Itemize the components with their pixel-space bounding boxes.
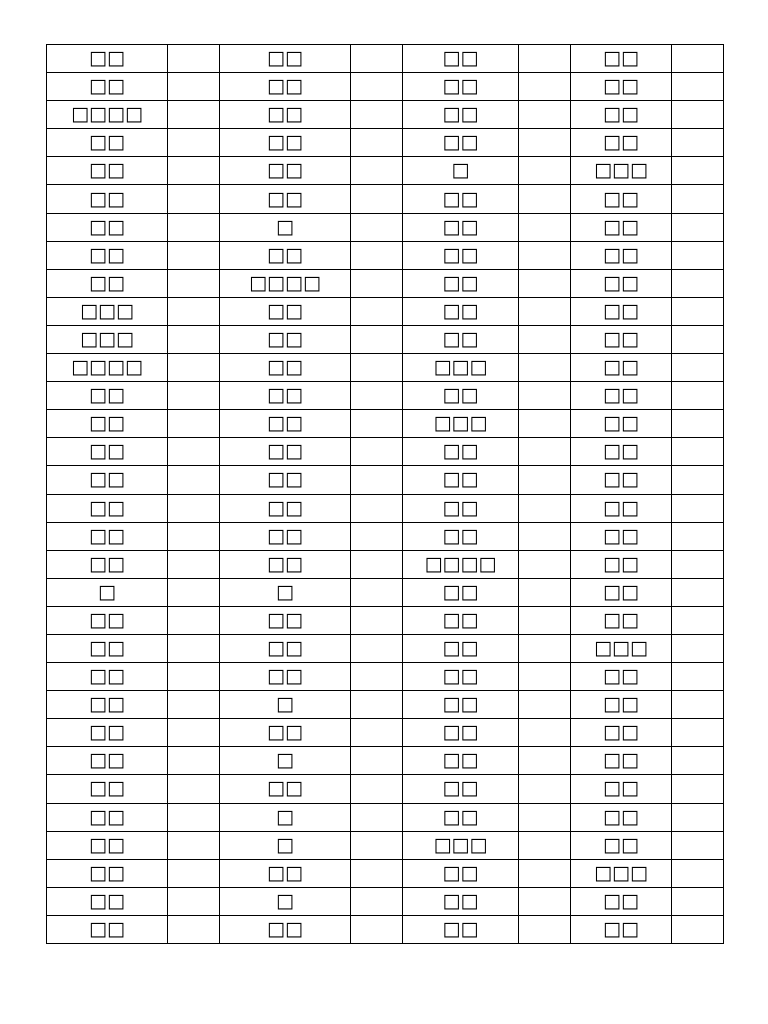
table-cell-empty: [351, 269, 403, 297]
table-cell-text: □□□: [47, 325, 168, 353]
table-cell-text: □□: [403, 466, 519, 494]
table-row: [47, 550, 724, 578]
table-cell-empty: [351, 354, 403, 382]
table-cell-empty: [672, 578, 724, 606]
table-cell-empty: [672, 775, 724, 803]
table-cell-empty: [519, 747, 571, 775]
table-cell-text: □□: [47, 859, 168, 887]
table-cell-text: □□: [47, 803, 168, 831]
table-cell-empty: [672, 354, 724, 382]
table-cell-empty: [168, 466, 220, 494]
table-cell-text: □□: [571, 101, 672, 129]
table-cell-empty: [672, 606, 724, 634]
table-cell-text: □: [220, 747, 351, 775]
table-cell-text: □: [220, 803, 351, 831]
table-cell-empty: [351, 831, 403, 859]
table-cell-empty: [672, 719, 724, 747]
table-cell-empty: [351, 691, 403, 719]
table-cell-text: □: [47, 578, 168, 606]
table-cell-text: □□: [403, 634, 519, 662]
table-row: [47, 213, 724, 241]
table-cell-text: □□: [571, 382, 672, 410]
table-cell-text: □□: [47, 241, 168, 269]
table-cell-text: □□: [47, 45, 168, 73]
table-cell-empty: [519, 438, 571, 466]
table-cell-text: □□: [571, 297, 672, 325]
table-cell-empty: [351, 297, 403, 325]
table-cell-empty: [519, 775, 571, 803]
table-cell-text: □□: [47, 663, 168, 691]
table-cell-empty: [519, 859, 571, 887]
table-cell-empty: [351, 185, 403, 213]
table-cell-empty: [519, 466, 571, 494]
table-row: [47, 269, 724, 297]
table-cell-text: □□: [47, 775, 168, 803]
table-cell-text: □□: [47, 466, 168, 494]
table-cell-empty: [351, 494, 403, 522]
table-cell-empty: [519, 269, 571, 297]
document-table: [46, 44, 724, 944]
table-cell-text: □□: [47, 831, 168, 859]
table-cell-empty: [672, 831, 724, 859]
table-cell-empty: [672, 269, 724, 297]
table-cell-text: □□: [403, 691, 519, 719]
table-cell-empty: [672, 747, 724, 775]
table-cell-empty: [168, 578, 220, 606]
table-cell-text: □□: [403, 297, 519, 325]
table-cell-text: □□: [220, 915, 351, 943]
table-cell-text: □□: [571, 663, 672, 691]
table-cell-empty: [351, 438, 403, 466]
table-cell-empty: [672, 859, 724, 887]
table-cell-text: □□: [47, 691, 168, 719]
table-cell-text: □□: [571, 775, 672, 803]
table-cell-empty: [168, 438, 220, 466]
table-cell-empty: [672, 522, 724, 550]
table-cell-empty: [168, 775, 220, 803]
table-cell-text: □□: [403, 522, 519, 550]
table-cell-empty: [519, 578, 571, 606]
table-cell-text: □□: [403, 803, 519, 831]
table-cell-text: □□: [220, 859, 351, 887]
table-row: [47, 522, 724, 550]
table-cell-text: □□: [571, 803, 672, 831]
table-cell-empty: [519, 73, 571, 101]
table-cell-empty: [519, 410, 571, 438]
table-cell-text: □□: [220, 438, 351, 466]
table-row: [47, 382, 724, 410]
table-cell-empty: [519, 325, 571, 353]
table-cell-empty: [519, 915, 571, 943]
table-cell-empty: [519, 494, 571, 522]
table-cell-empty: [351, 859, 403, 887]
table-cell-empty: [519, 663, 571, 691]
table-cell-text: □□: [47, 719, 168, 747]
table-cell-empty: [168, 663, 220, 691]
table-cell-empty: [672, 241, 724, 269]
table-cell-text: □: [220, 691, 351, 719]
table-row: [47, 101, 724, 129]
table-cell-empty: [351, 803, 403, 831]
table-cell-text: □□: [571, 354, 672, 382]
table-cell-text: □□: [571, 691, 672, 719]
table-cell-empty: [168, 157, 220, 185]
table-cell-text: □□: [571, 438, 672, 466]
table-cell-text: □□: [220, 354, 351, 382]
table-row: [47, 157, 724, 185]
table-cell-text: □: [220, 578, 351, 606]
table-cell-empty: [672, 663, 724, 691]
table-row: [47, 494, 724, 522]
table-cell-text: □□□□: [403, 550, 519, 578]
table-cell-text: □□: [571, 719, 672, 747]
table-row: [47, 241, 724, 269]
table-cell-text: □□: [47, 606, 168, 634]
table-cell-text: □□: [403, 915, 519, 943]
table-cell-text: □□: [571, 325, 672, 353]
table-cell-empty: [519, 101, 571, 129]
table-cell-empty: [168, 831, 220, 859]
table-cell-text: □□: [571, 73, 672, 101]
table-cell-text: □□: [220, 606, 351, 634]
table-cell-text: □□: [571, 213, 672, 241]
table-cell-text: □□□: [403, 831, 519, 859]
table-row: [47, 915, 724, 943]
table-cell-empty: [672, 887, 724, 915]
table-cell-empty: [351, 747, 403, 775]
table-cell-text: □□: [220, 185, 351, 213]
table-cell-text: □□: [403, 494, 519, 522]
table-cell-text: □□: [403, 747, 519, 775]
table-cell-text: □□: [571, 550, 672, 578]
table-cell-empty: [672, 382, 724, 410]
table-cell-text: □□: [47, 438, 168, 466]
table-cell-empty: [672, 691, 724, 719]
table-row: [47, 578, 724, 606]
table-cell-empty: [168, 297, 220, 325]
table-cell-empty: [351, 915, 403, 943]
table-cell-text: □□: [403, 73, 519, 101]
table-cell-text: □□: [403, 45, 519, 73]
table-cell-text: □□: [403, 578, 519, 606]
table-cell-empty: [351, 410, 403, 438]
table-cell-empty: [672, 297, 724, 325]
table-cell-text: □□: [403, 663, 519, 691]
table-row: [47, 887, 724, 915]
table-cell-empty: [519, 213, 571, 241]
table-cell-empty: [351, 522, 403, 550]
table-cell-empty: [168, 550, 220, 578]
table-cell-empty: [672, 213, 724, 241]
table-cell-text: □□: [220, 241, 351, 269]
table-cell-text: □□: [220, 325, 351, 353]
table-cell-empty: [168, 101, 220, 129]
table-cell-empty: [672, 185, 724, 213]
table-row: [47, 719, 724, 747]
table-row: [47, 325, 724, 353]
table-cell-text: □: [220, 831, 351, 859]
table-cell-empty: [672, 915, 724, 943]
table-cell-empty: [672, 494, 724, 522]
table-cell-empty: [351, 241, 403, 269]
table-cell-empty: [168, 325, 220, 353]
table-cell-empty: [351, 213, 403, 241]
table-cell-empty: [351, 382, 403, 410]
table-cell-text: □□: [403, 859, 519, 887]
table-cell-empty: [519, 45, 571, 73]
table-cell-empty: [168, 859, 220, 887]
table-cell-text: □□: [220, 550, 351, 578]
table-cell-empty: [168, 382, 220, 410]
table-cell-text: □□: [403, 887, 519, 915]
table-cell-empty: [168, 887, 220, 915]
table-cell-empty: [168, 691, 220, 719]
table-cell-empty: [519, 719, 571, 747]
table-body: [47, 45, 724, 944]
table-cell-text: □□: [47, 157, 168, 185]
table-cell-empty: [168, 73, 220, 101]
table-cell-text: □□: [220, 663, 351, 691]
table-cell-empty: [351, 101, 403, 129]
table-cell-text: □□□□: [220, 269, 351, 297]
table-cell-empty: [351, 129, 403, 157]
table-cell-text: □□: [220, 410, 351, 438]
table-cell-empty: [519, 634, 571, 662]
table-cell-text: □□: [47, 887, 168, 915]
table-cell-empty: [519, 241, 571, 269]
table-cell-text: □□: [220, 73, 351, 101]
table-cell-empty: [168, 213, 220, 241]
table-cell-text: □□: [220, 101, 351, 129]
table-cell-text: □: [220, 213, 351, 241]
table-cell-empty: [351, 719, 403, 747]
table-cell-empty: [168, 747, 220, 775]
table-cell-text: □□: [47, 382, 168, 410]
table-cell-empty: [168, 915, 220, 943]
table-cell-empty: [672, 410, 724, 438]
table-cell-text: □□: [220, 522, 351, 550]
table-cell-empty: [672, 45, 724, 73]
table-cell-text: □□□: [571, 859, 672, 887]
table-cell-text: □□□□: [47, 354, 168, 382]
table-cell-text: □□: [220, 466, 351, 494]
table-cell-empty: [672, 550, 724, 578]
table-cell-text: □□: [47, 185, 168, 213]
table-cell-empty: [168, 185, 220, 213]
table-cell-text: □□: [403, 129, 519, 157]
table-cell-text: □□: [571, 466, 672, 494]
table-cell-empty: [519, 831, 571, 859]
table-cell-empty: [168, 354, 220, 382]
table-cell-empty: [168, 241, 220, 269]
table-cell-text: □□: [403, 185, 519, 213]
table-cell-text: □□: [220, 382, 351, 410]
table-row: [47, 45, 724, 73]
table-cell-empty: [672, 73, 724, 101]
table-cell-empty: [519, 354, 571, 382]
table-cell-text: □□: [403, 382, 519, 410]
table-cell-text: □□: [403, 269, 519, 297]
table-cell-empty: [351, 157, 403, 185]
table-cell-empty: [168, 129, 220, 157]
table-row: [47, 297, 724, 325]
table-row: [47, 466, 724, 494]
table-cell-text: □□: [571, 185, 672, 213]
table-cell-text: □□: [47, 213, 168, 241]
table-cell-empty: [672, 803, 724, 831]
table-cell-empty: [672, 325, 724, 353]
table-cell-text: □□: [220, 634, 351, 662]
table-cell-empty: [351, 73, 403, 101]
table-cell-empty: [519, 887, 571, 915]
table-cell-empty: [519, 550, 571, 578]
table-row: [47, 831, 724, 859]
table-cell-empty: [519, 297, 571, 325]
table-cell-empty: [672, 101, 724, 129]
table-cell-empty: [351, 634, 403, 662]
table-row: [47, 73, 724, 101]
table-cell-text: □□: [47, 550, 168, 578]
table-cell-text: □□: [47, 269, 168, 297]
table-cell-text: □□□: [403, 354, 519, 382]
table-cell-empty: [519, 185, 571, 213]
table-cell-text: □□: [571, 831, 672, 859]
table-cell-text: □□□: [47, 297, 168, 325]
table-cell-text: □□□□: [47, 101, 168, 129]
table-cell-text: □□: [571, 522, 672, 550]
table-cell-text: □□: [403, 325, 519, 353]
table-row: [47, 803, 724, 831]
table-row: [47, 606, 724, 634]
table-cell-text: □□: [47, 494, 168, 522]
table-cell-empty: [672, 129, 724, 157]
table-row: [47, 634, 724, 662]
table-cell-empty: [168, 269, 220, 297]
table-cell-text: □□: [571, 578, 672, 606]
table-cell-text: □□: [220, 297, 351, 325]
table-cell-text: □□: [571, 915, 672, 943]
table-cell-empty: [168, 522, 220, 550]
table-cell-empty: [351, 663, 403, 691]
table-cell-empty: [672, 634, 724, 662]
table-cell-text: □□: [220, 129, 351, 157]
table-row: [47, 747, 724, 775]
table-cell-text: □□: [220, 494, 351, 522]
table-cell-text: □□: [403, 438, 519, 466]
table-cell-text: □□: [220, 775, 351, 803]
table-row: [47, 775, 724, 803]
table-cell-empty: [351, 887, 403, 915]
table-cell-text: □□: [47, 73, 168, 101]
table-cell-text: □□: [220, 157, 351, 185]
table-cell-text: □□: [220, 45, 351, 73]
table-cell-empty: [672, 438, 724, 466]
table-cell-empty: [168, 494, 220, 522]
table-cell-empty: [168, 606, 220, 634]
table-cell-empty: [351, 550, 403, 578]
table-cell-text: □□: [571, 45, 672, 73]
table-cell-text: □□: [403, 101, 519, 129]
table-cell-empty: [351, 45, 403, 73]
table-cell-text: □□: [403, 606, 519, 634]
table-cell-text: □: [220, 887, 351, 915]
table-cell-text: □: [403, 157, 519, 185]
table-cell-text: □□: [571, 269, 672, 297]
table-cell-text: □□: [403, 241, 519, 269]
table-cell-empty: [168, 719, 220, 747]
table-row: [47, 129, 724, 157]
table-cell-empty: [351, 325, 403, 353]
table-cell-empty: [168, 45, 220, 73]
table-cell-text: □□: [571, 410, 672, 438]
table-row: [47, 859, 724, 887]
table-row: [47, 354, 724, 382]
table-cell-text: □□: [403, 213, 519, 241]
table-cell-text: □□: [47, 410, 168, 438]
table-cell-empty: [351, 775, 403, 803]
table-cell-empty: [519, 691, 571, 719]
table-cell-empty: [351, 466, 403, 494]
table-cell-empty: [519, 803, 571, 831]
table-cell-text: □□: [571, 494, 672, 522]
table-row: [47, 438, 724, 466]
table-cell-text: □□□: [403, 410, 519, 438]
table-cell-text: □□: [47, 129, 168, 157]
table-cell-text: □□: [571, 241, 672, 269]
table-row: [47, 185, 724, 213]
table-cell-text: □□: [571, 747, 672, 775]
table-cell-empty: [519, 606, 571, 634]
table-row: [47, 663, 724, 691]
table-row: [47, 410, 724, 438]
table-cell-empty: [672, 157, 724, 185]
table-cell-empty: [519, 157, 571, 185]
table-cell-empty: [351, 578, 403, 606]
table-cell-empty: [519, 522, 571, 550]
table-cell-text: □□: [47, 915, 168, 943]
table-cell-empty: [168, 634, 220, 662]
table-cell-empty: [168, 410, 220, 438]
table-cell-empty: [672, 466, 724, 494]
table-cell-text: □□: [47, 634, 168, 662]
table-cell-empty: [519, 129, 571, 157]
table-row: [47, 691, 724, 719]
table-cell-text: □□: [403, 719, 519, 747]
table-cell-empty: [351, 606, 403, 634]
table-cell-text: □□: [220, 719, 351, 747]
table-cell-empty: [168, 803, 220, 831]
table-cell-text: □□□: [571, 157, 672, 185]
table-cell-text: □□: [47, 522, 168, 550]
table-cell-text: □□: [571, 129, 672, 157]
table-cell-text: □□: [403, 775, 519, 803]
table-cell-text: □□□: [571, 634, 672, 662]
table-cell-text: □□: [571, 887, 672, 915]
table-cell-text: □□: [571, 606, 672, 634]
table-cell-empty: [519, 382, 571, 410]
table-cell-text: □□: [47, 747, 168, 775]
